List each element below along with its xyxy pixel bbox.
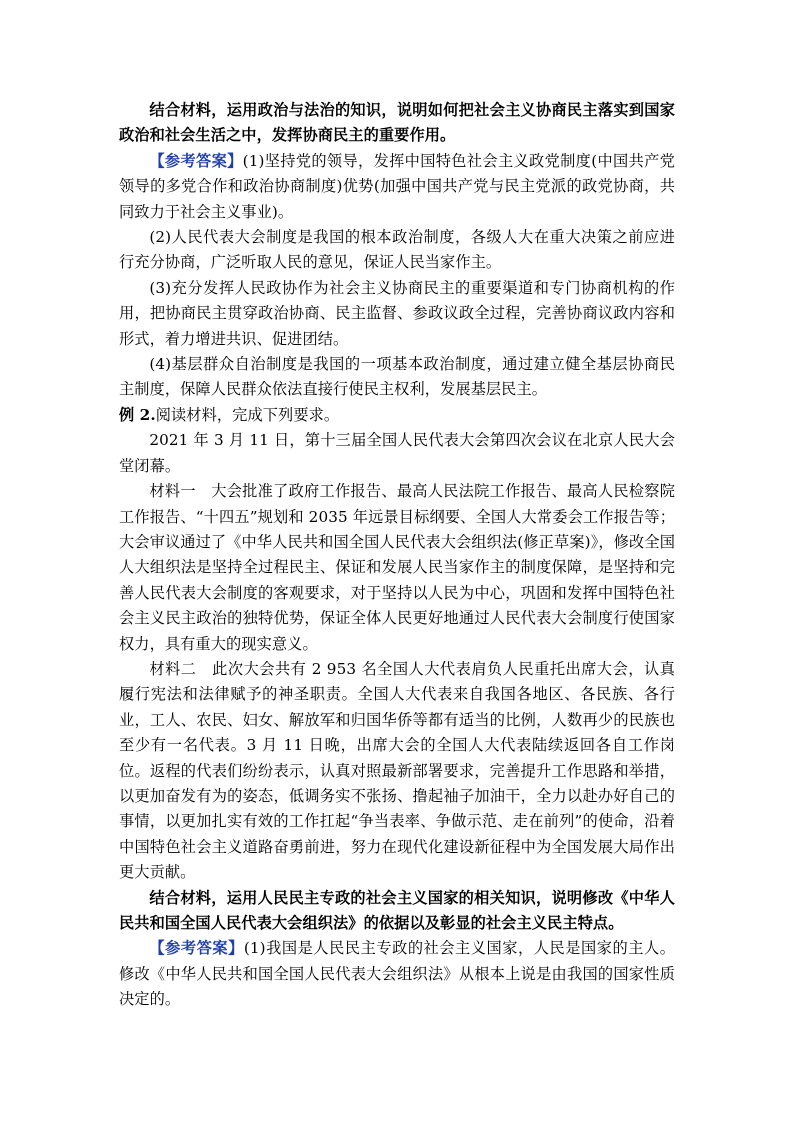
material-1-paragraph: 材料一 大会批准了政府工作报告、最高人民法院工作报告、最高人民检察院工作报告、“十四五”规划和 2035 年远景目标纲要、全国人大常委会工作报告等；大会审议通过了《中华人民共和国全国人民代表大会组织法(修正草案)》，修改全国人大组织法是坚持全过程民主、保证和发展人民当家作主的制度保障，是坚持和完善人民代表大会制度的客观要求，对于坚持以人民为中心，巩固和发挥中国特色社会主义民主政治的独特优势，保证全体人民更好地通过人民代表大会制度行使国家权力，具有重大的现实意义。 [119, 482, 675, 653]
answer-2-item-1: (1)我国是人民民主专政的社会主义国家，人民是国家的主人。修改《中华人民共和国全国人民代表大会组织法》从根本上说是由我国的国家性质决定的。 [119, 939, 675, 1009]
question-1-prompt: 结合材料，运用政治与法治的知识，说明如何把社会主义协商民主落实到国家政治和社会生活之中，发挥协商民主的重要作用。 [119, 101, 675, 145]
answer-1-item-1: (1)坚持党的领导，发挥中国特色社会主义政党制度(中国共产党领导的多党合作和政治协商制度)优势(加强中国共产党与民主党派的政党协商，共同致力于社会主义事业)。 [119, 151, 675, 221]
document-page [119, 98, 675, 1013]
question-2-prompt: 结合材料，运用人民民主专政的社会主义国家的相关知识，说明修改《中华人民共和国全国人民代表大会组织法》的依据以及彰显的社会主义民主特点。 [119, 888, 675, 932]
answer-1-item-2: (2)人民代表大会制度是我国的根本政治制度，各级人大在重大决策之前应进行充分协商，广泛听取人民的意见，保证人民当家作主。 [119, 228, 675, 272]
answer-2-paragraph-1 [119, 936, 675, 1012]
answer-1-item-3: (3)充分发挥人民政协作为社会主义协商民主的重要渠道和专门协商机构的作用，把协商民主贯穿政治协商、民主监督、参政议政全过程，完善协商议政内容和形式，着力增进共识、促进团结。 [119, 278, 675, 348]
intro-paragraph: 2021 年 3 月 11 日，第十三届全国人民代表大会第四次会议在北京人民大会堂闭幕。 [119, 431, 675, 475]
answer-1-paragraph-1 [119, 149, 675, 225]
answer-1-item-4: (4)基层群众自治制度是我国的一项基本政治制度，通过建立健全基层协商民主制度，保障人民群众依法直接行使民主权利，发展基层民主。 [119, 355, 675, 399]
example-2-instruction: 阅读材料，完成下列要求。 [155, 405, 340, 424]
example-2-heading [119, 403, 675, 428]
answer-label: 【参考答案】 [149, 939, 244, 958]
answer-label: 【参考答案】 [149, 151, 243, 170]
example-2-label: 例 2. [119, 405, 156, 424]
material-2-paragraph: 材料二 此次大会共有 2 953 名全国人大代表肩负人民重托出席大会，认真履行宪法和法律赋予的神圣职责。全国人大代表来自我国各地区、各民族、各行业，工人、农民、妇女、解放军和归国华侨等都有适当的比例，人数再少的民族也至少有一名代表。3 月 11 日晚，出席大会的全国人大代表陆续返回各自工作岗位。返程的代表们纷纷表示，认真对照最新部署要求，完善提升工作思路和举措，以更加奋发有为的姿态，低调务实不张扬、撸起袖子加油干，全力以赴办好自己的事情，以更加扎实有效的工作扛起“争当表率、争做示范、走在前列”的使命，沿着中国特色社会主义道路奋勇前进，努力在现代化建设新征程中为全国发展大局作出更大贡献。 [119, 659, 675, 882]
